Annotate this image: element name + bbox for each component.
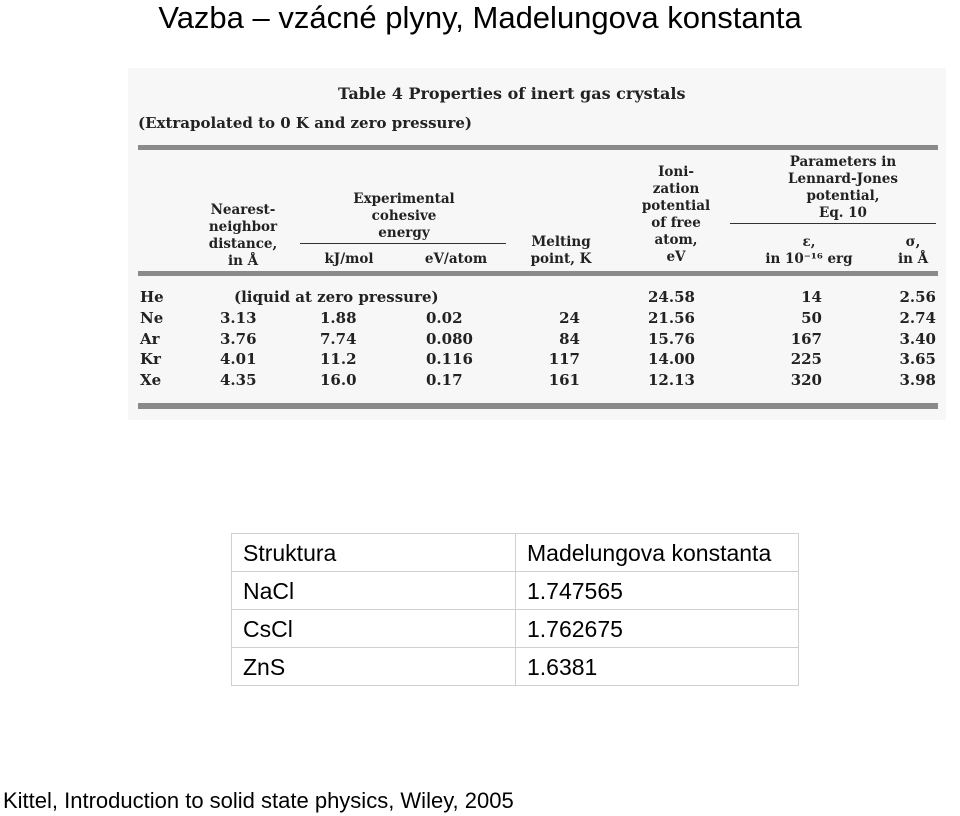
lj-underline	[730, 223, 936, 224]
header-lennard-jones: Lennard-Jones	[787, 171, 898, 187]
header-cohesive-energy: Experimental	[353, 191, 455, 207]
melting-point-cell: 24	[559, 308, 580, 327]
table-header-row	[232, 534, 799, 572]
header-cell: Struktura	[232, 534, 516, 572]
header-lennard-jones: Parameters in	[789, 154, 897, 170]
scan-bottom-rule	[138, 403, 938, 409]
sigma-cell: 2.74	[899, 308, 936, 327]
table-row	[232, 648, 799, 686]
table-row	[232, 572, 799, 610]
header-nn-distance: in Å	[227, 253, 259, 269]
ev-atom-cell: 0.116	[426, 350, 473, 369]
header-ev-atom: eV/atom	[424, 251, 488, 267]
melting-point-cell: 117	[548, 350, 580, 369]
structure-cell: CsCl	[232, 610, 516, 648]
header-cohesive-energy: energy	[378, 225, 430, 241]
header-nn-distance: neighbor	[208, 219, 278, 235]
nn-distance-cell: 3.13	[220, 308, 257, 327]
madelung-table	[231, 533, 799, 686]
melting-point-cell: 161	[548, 371, 580, 390]
header-ionization: eV	[666, 249, 686, 265]
ionization-cell: 12.13	[648, 371, 695, 390]
sigma-cell: 3.40	[899, 329, 936, 348]
slide-title: Vazba – vzácné plyny, Madelungova konstanta	[158, 0, 802, 35]
header-epsilon: in 10⁻¹⁶ erg	[765, 251, 853, 267]
ev-atom-cell: 0.080	[426, 329, 473, 348]
ionization-cell: 14.00	[648, 350, 695, 369]
header-ionization: of free	[651, 215, 701, 231]
kj-mol-cell: 11.2	[320, 350, 357, 369]
header-lennard-jones: Eq. 10	[819, 205, 867, 221]
epsilon-cell: 167	[790, 329, 822, 348]
constant-cell: 1.747565	[516, 572, 799, 610]
element-cell: Xe	[140, 371, 162, 390]
header-kj-mol: kJ/mol	[324, 251, 374, 267]
structure-cell: ZnS	[232, 648, 516, 686]
header-cell: Madelungova konstanta	[516, 534, 799, 572]
header-nn-distance: distance,	[208, 236, 278, 252]
nn-distance-cell: 4.01	[220, 350, 257, 369]
sigma-cell: 2.56	[899, 288, 936, 306]
epsilon-cell: 50	[801, 308, 822, 327]
cohesive-underline	[300, 243, 506, 244]
structure-cell: NaCl	[232, 572, 516, 610]
epsilon-cell: 320	[790, 371, 822, 390]
kj-mol-cell: 7.74	[320, 329, 357, 348]
nn-distance-cell: 4.35	[220, 371, 257, 390]
header-ionization: zation	[652, 181, 700, 197]
special-note-cell: (liquid at zero pressure)	[234, 288, 439, 306]
element-cell: Kr	[140, 350, 161, 369]
header-epsilon: ε,	[802, 234, 816, 250]
ev-atom-cell: 0.17	[426, 371, 463, 390]
ionization-cell: 24.58	[648, 288, 695, 306]
header-lennard-jones: potential,	[806, 188, 880, 204]
element-cell: He	[140, 288, 164, 306]
ionization-cell: 15.76	[648, 329, 695, 348]
kj-mol-cell: 1.88	[320, 308, 357, 327]
header-cohesive-energy: cohesive	[371, 208, 437, 224]
scan-table-subtitle: (Extrapolated to 0 K and zero pressure)	[138, 114, 472, 132]
constant-cell: 1.6381	[516, 648, 799, 686]
scan-top-rule	[138, 145, 938, 150]
citation: Kittel, Introduction to solid state physics, Wiley, 2005	[3, 788, 514, 813]
sigma-cell: 3.65	[899, 350, 936, 369]
element-cell: Ar	[140, 329, 160, 348]
header-nn-distance: Nearest-	[210, 202, 276, 218]
scan-header-rule	[138, 271, 938, 276]
ionization-cell: 21.56	[648, 308, 695, 327]
epsilon-cell: 225	[790, 350, 822, 369]
header-ionization: atom,	[654, 232, 698, 248]
epsilon-cell: 14	[801, 288, 822, 306]
header-sigma: in Å	[897, 251, 929, 267]
header-ionization: potential	[641, 198, 711, 214]
melting-point-cell: 84	[559, 329, 580, 348]
ev-atom-cell: 0.02	[426, 308, 463, 327]
constant-cell: 1.762675	[516, 610, 799, 648]
header-melting-point: Melting	[531, 234, 591, 250]
sigma-cell: 3.98	[899, 371, 936, 390]
table-row	[232, 610, 799, 648]
scanned-table-image	[128, 68, 946, 420]
header-melting-point: point, K	[530, 251, 592, 267]
header-sigma: σ,	[905, 234, 921, 250]
element-cell: Ne	[140, 308, 164, 327]
scan-table-title: Table 4 Properties of inert gas crystals	[338, 84, 686, 103]
nn-distance-cell: 3.76	[220, 329, 257, 348]
header-ionization: Ioni-	[658, 164, 694, 180]
kj-mol-cell: 16.0	[320, 371, 357, 390]
